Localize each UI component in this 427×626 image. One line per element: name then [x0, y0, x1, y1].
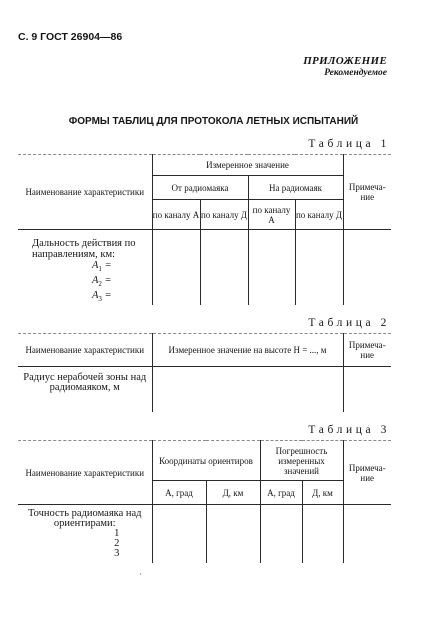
table1-cell — [152, 230, 200, 306]
table1-row-item: $A_1$ = — [92, 260, 112, 274]
table1-header-note: Примеча-ние — [343, 155, 391, 230]
table3-cell — [152, 505, 206, 563]
table1-subheader-channel-a: по каналу А — [152, 200, 200, 230]
table3-row-item: 1 — [114, 528, 120, 539]
table3-cell — [343, 505, 391, 563]
table3-header-coords: Координаты ориентиров — [152, 441, 260, 481]
table1-header-to-beacon: На радиомаяк — [248, 176, 343, 200]
table3-row-item: 3 — [114, 548, 120, 559]
table-1 — [18, 154, 391, 305]
table2-cell — [343, 367, 391, 412]
table2-row-label: Радиус нерабочей зоны над радиомаяком, м — [18, 367, 152, 412]
footer-mark: · — [139, 570, 142, 579]
table3-cell — [302, 505, 343, 563]
table3-subheader-d-km: Д, км — [206, 481, 260, 505]
table2-header-note: Примеча-ние — [343, 334, 391, 367]
appendix-title: ПРИЛОЖЕНИЕ — [303, 55, 387, 67]
table3-row-item: 2 — [114, 538, 120, 549]
appendix-subtitle: Рекомендуемое — [324, 68, 387, 78]
appendix-label — [303, 55, 387, 79]
table1-subheader-channel-d: по каналу Д — [200, 200, 248, 230]
table1-row-label-text: Дальность действия по направлениям, км: — [32, 238, 136, 260]
table1-subheader-channel-a: по каналу А — [248, 200, 295, 230]
table1-cell — [200, 230, 248, 306]
table3-cell — [260, 505, 302, 563]
table3-cell — [206, 505, 260, 563]
table1-row-label — [18, 230, 152, 306]
table3-caption: Таблица 3 — [308, 424, 390, 436]
table1-subheader-channel-d: по каналу Д — [295, 200, 343, 230]
table3-row-label — [18, 505, 152, 563]
document-title: ФОРМЫ ТАБЛИЦ ДЛЯ ПРОТОКОЛА ЛЕТНЫХ ИСПЫТАНИЙ — [68, 116, 359, 127]
table3-header-error: Погрешность измеренных значений — [260, 441, 343, 481]
table1-header-measured: Измеренное значение — [152, 155, 343, 176]
table2-caption: Таблица 2 — [308, 317, 390, 329]
table1-cell — [248, 230, 295, 306]
table3-subheader-a-deg: А, град — [260, 481, 302, 505]
table1-cell — [343, 230, 391, 306]
page-header: С. 9 ГОСТ 26904—86 — [18, 31, 123, 43]
table3-row-label-text: Точность радиомаяка над ориентирами: — [27, 508, 142, 529]
table3-header-note: Примеча-ние — [343, 441, 391, 505]
table2-header-measured: Измеренное значение на высоте Н = ..., м — [152, 334, 343, 367]
table1-row-item: $A_3$ = — [92, 290, 112, 304]
table3-subheader-d-km: Д, км — [302, 481, 343, 505]
table1-cell — [295, 230, 343, 306]
table1-caption: Таблица 1 — [308, 138, 390, 150]
table1-row-item: $A_2$ = — [92, 275, 112, 289]
table3-header-characteristics: Наименование характеристики — [18, 441, 152, 505]
table-3 — [18, 440, 391, 563]
table1-header-characteristics: Наименование характеристики — [18, 155, 152, 230]
table1-header-from-beacon: От радиомаяка — [152, 176, 248, 200]
table-2 — [18, 333, 391, 412]
table3-subheader-a-deg: А, град — [152, 481, 206, 505]
table2-header-characteristics: Наименование характеристики — [18, 334, 152, 367]
table2-cell — [152, 367, 343, 412]
